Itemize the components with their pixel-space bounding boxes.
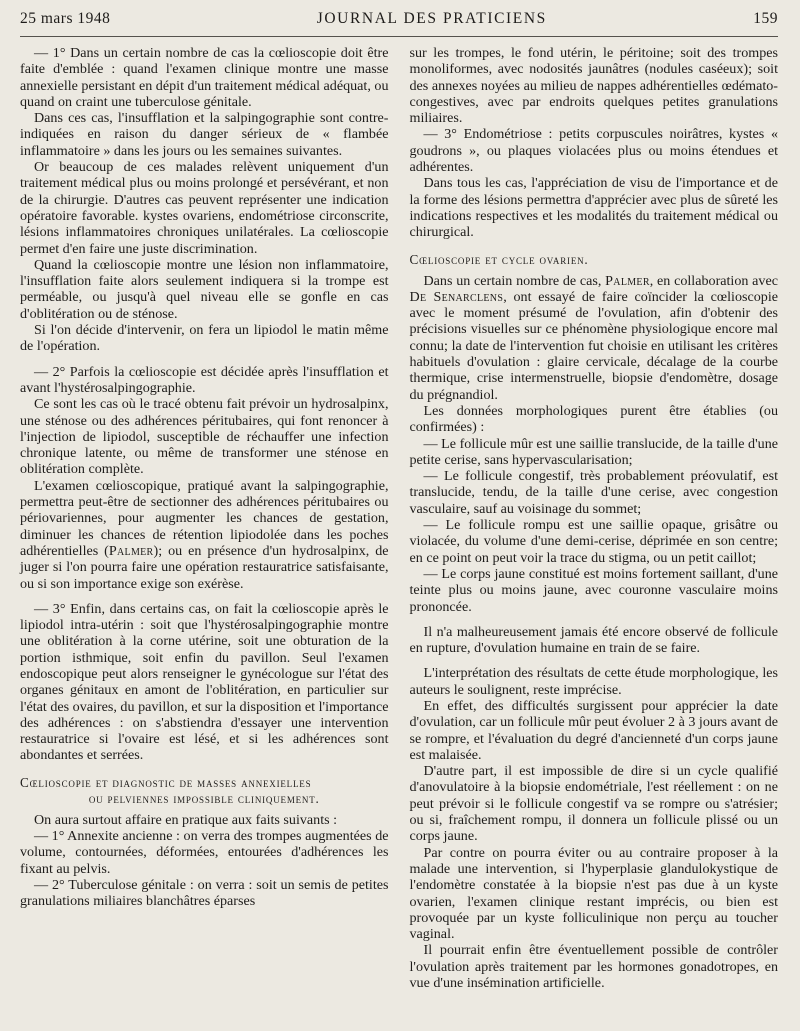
paragraph: En effet, des difficultés surgissent pour apprécier la date d'ovulation, car un follicule mûr peut évoluer 2 à 3 jours avant de se rompre, et l'évaluation du degré d'ancienneté d'un corps jaune est malaisée. (409, 697, 778, 763)
text-run: L'examen cœlioscopique, pratiqué avant la salpingographie, permettra peut-être de sectionner des adhérences péritubaires ou périovariennes, pour augmenter les chances de gestation, diminuer les chances de rétention lipiodolée dans les poches adhérentielles ( (20, 477, 389, 559)
journal-title: JOURNAL DES PRATICIENS (316, 10, 547, 27)
paragraph: D'autre part, il est impossible de dire si un cycle qualifié d'anovulatoire à la biopsie endométriale, l'est réellement : on ne peut prévoir si le follicule congestif va se rompre ou s'atrésier; ou si, fraîchement rompu, il donnera un follicule plissé ou un corps jaune. (409, 763, 778, 845)
paragraph: Ce sont les cas où le tracé obtenu fait prévoir un hydrosalpinx, une sténose ou des adhérences péritubaires, qui font renoncer à l'injection de lipiodol, susceptible de réchauffer une infection chronique latente, ou même de transformer une sténose en oblitération complète. (20, 396, 389, 478)
left-column (20, 45, 389, 910)
paragraph: — 3° Enfin, dans certains cas, on fait la cœlioscopie après le lipiodol intra-utérin : soit que l'hystérosalpingographie montre une oblitération à la corne utérine, soit une obturation de la portion isthmique, soit enfin du pavillon. Seul l'examen endoscopique peut alors renseigner le gynécologue sur l'état des organes génitaux en amont de l'oblitération, en particulier sur l'état des ovaires, du pavillon, et sur la disposition et l'importance des adhérences : on s'abstiendra d'essayer une intervention restauratrice si l'ovaire est lésé, et si les adhérences sont abondantes et serrées. (20, 600, 389, 764)
paragraph: — 3° Endométriose : petits corpuscules noirâtres, kystes « goudrons », ou plaques violacées plus ou moins étendues et adhérentes. (409, 126, 778, 176)
author-name: Palmer (605, 272, 650, 289)
paragraph: Quand la cœlioscopie montre une lésion non inflammatoire, l'insufflation faite alors seulement indiquera si la trompe est perméable, ou jusqu'à quel niveau elle se gonfle en cas d'oblitération ou de sténose. (20, 256, 389, 322)
page-number: 159 (753, 10, 778, 27)
paragraph: Les données morphologiques purent être établies (ou confirmées) : (409, 402, 778, 436)
text-run: , ont essayé de faire coïncider la cœlioscopie avec le moment présumé de l'ovulation, afin d'obtenir des précisions visuelles sur ce phénomène physiologique encore mal connu; la date de l'intervention fut choisie en utilisant les critères habituels d'ovulation : glaire cervicale, décalage de la courbe thermique, crise intermenstruelle, biopsie d'endomètre, dosage du prégnandiol. (409, 288, 778, 403)
page-header (20, 10, 778, 34)
paragraph: Par contre on pourra éviter ou au contraire proposer à la malade une intervention, si l'hyperplasie glandulokystique de l'endomètre constatée à la biopsie n'est pas due à un kyste ovarien, l'examen clinique restant imprécis, ou bien est provoquée par un kyste folliculinique non perçu au toucher vaginal. (409, 844, 778, 943)
paragraph: Dans ces cas, l'insufflation et la salpingographie sont contre-indiquées en raison du danger sérieux de « flambée inflammatoire » dans les jours ou les semaines suivantes. (20, 110, 389, 159)
paragraph: Or beaucoup de ces malades relèvent uniquement d'un traitement médical plus ou moins prolongé et persévérant, et non de la chirurgie. D'autres cas peuvent représenter une indication opératoire favorable. kystes ovariens, endométriose circonscrite, lésions inflammatoires chroniques unilatérales. La cœlioscopie permet d'en faire une juste discrimination. (20, 159, 389, 257)
paragraph (20, 478, 389, 592)
paragraph: sur les trompes, le fond utérin, le péritoine; soit des trompes monoliformes, avec nodosités jaunâtres (nodules caséeux); soit des annexes noyées au milieu de nappes adhérentielles œdémato-congestives, avec par endroits quelques petites granulations miliaires. (409, 45, 778, 127)
right-column (410, 45, 779, 991)
paragraph: Il pourrait enfin être éventuellement possible de contrôler l'ovulation après traitement par les hormones gonadotropes, en vue d'une insémination artificielle. (409, 942, 778, 992)
heading-line: Cœlioscopie et diagnostic de masses annexielles (20, 774, 312, 790)
author-name: Palmer (108, 542, 154, 559)
paragraph: Dans tous les cas, l'appréciation de visu de l'importance et de la forme des lésions permettra d'apprécier avec plus de sûreté les indications respectives et les modalités du traitement médical ou chirurgical. (409, 175, 778, 241)
paragraph: — Le corps jaune constitué est moins fortement saillant, d'une teinte plus ou moins jaune, avec couronne vasculaire moins prononcée. (409, 565, 778, 615)
section-heading (20, 775, 389, 807)
paragraph: — 2° Tuberculose génitale : on verra : soit un semis de petites granulations miliaires blanchâtres éparses (20, 876, 389, 910)
paragraph: L'interprétation des résultats de cette étude morphologique, les auteurs le soulignent, reste imprécise. (409, 665, 778, 698)
paragraph: Si l'on décide d'intervenir, on fera un lipiodol le matin même de l'opération. (20, 322, 389, 355)
paragraph: Il n'a malheureusement jamais été encore observé de follicule en rupture, d'ovulation humaine en train de se faire. (409, 623, 778, 657)
text-run: ); ou en présence d'un hydrosalpinx, de juger si l'on pourra faire une opération restauratrice satisfaisante, ou si son importance exige son exérèse. (20, 542, 389, 592)
text-run: Dans un certain nombre de cas, (423, 272, 606, 289)
paragraph: On aura surtout affaire en pratique aux faits suivants : (34, 811, 338, 828)
header-rule (20, 36, 778, 37)
paragraph: — 1° Dans un certain nombre de cas la cœlioscopie doit être faite d'emblée : quand l'examen clinique montre une masse annexielle persistant en dépit d'un traitement médical adéquat, ou quand on craint une tuberculose génitale. (20, 45, 389, 110)
paragraph: — Le follicule congestif, très probablement préovulatif, est translucide, tendu, de la taille d'une cerise, avec congestion vasculaire, sauf au voisinage du sommet; (409, 468, 778, 517)
paragraph: — Le follicule rompu est une saillie opaque, grisâtre ou violacée, du volume d'une demi-cerise, déprimée en son centre; en ce point on peut voir la trace du stigma, ou un petit caillot; (409, 517, 778, 566)
text-run: , en collaboration avec (649, 272, 778, 289)
heading-line: ou pelviennes impossible cliniquement. (88, 790, 320, 806)
paragraph: — 1° Annexite ancienne : on verra des trompes augmentées de volume, contournées, déformées, entourées d'adhérences les fixant au pelvis. (20, 828, 389, 877)
article-columns (20, 45, 778, 991)
author-name: De Senarclens (409, 288, 504, 305)
section-heading: Cœlioscopie et cycle ovarien. (409, 251, 589, 267)
paragraph: — 2° Parfois la cœlioscopie est décidée après l'insufflation et avant l'hystérosalpingographie. (20, 363, 389, 396)
issue-date: 25 mars 1948 (20, 10, 111, 27)
column-gutter (399, 45, 400, 991)
paragraph: — Le follicule mûr est une saillie translucide, de la taille d'une petite cerise, sans hypervascularisation; (409, 435, 778, 468)
paragraph (410, 273, 779, 403)
